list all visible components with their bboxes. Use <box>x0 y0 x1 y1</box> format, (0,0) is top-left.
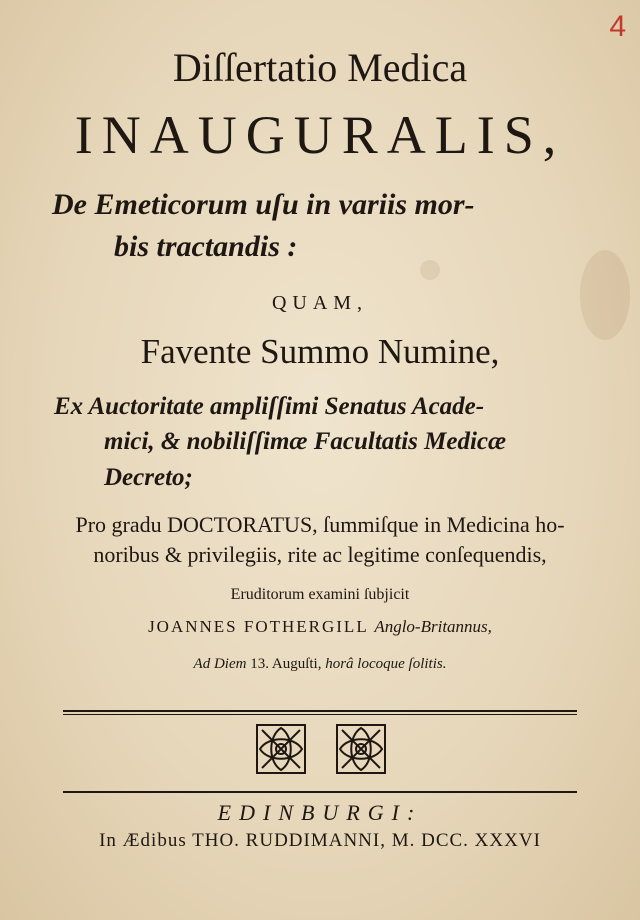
author-name: JOANNES FOTHERGILL <box>148 617 369 636</box>
favente-text: Favente Summo Numine, <box>140 332 500 371</box>
date-line <box>0 656 640 673</box>
imprint-text: In Ædibus THO. RUDDIMANNI, M. DCC. XXXVI <box>99 830 541 851</box>
divider-rule <box>63 710 577 712</box>
date-prefix: Ad Diem <box>193 656 247 672</box>
date-day: 13. <box>250 656 269 672</box>
date-month: Auguſti, <box>271 656 322 672</box>
divider-rule <box>63 791 577 793</box>
author-nationality: Anglo-Britannus, <box>374 617 492 636</box>
title-line-1: Diſſertatio Medica <box>172 45 468 90</box>
place-text: EDINBURGI: <box>217 800 423 825</box>
auctoritate-line-1: Ex Auctoritate ampliſſimi Senatus Acade- <box>54 393 485 420</box>
subject-line-2: bis tractandis : <box>114 230 298 263</box>
author-line <box>0 617 640 637</box>
printer-ornament-icon <box>334 722 388 776</box>
auctoritate-line-3: Decreto; <box>104 464 193 491</box>
examini-text: Eruditorum examini ſubjicit <box>230 586 410 603</box>
subject-line-1: De Emeticorum uſu in variis mor- <box>52 188 475 221</box>
quam-text: QUAM, <box>271 292 369 314</box>
printer-ornament-icon <box>254 722 308 776</box>
title-line-2: INAUGURALIS, <box>74 105 566 165</box>
pro-gradu-line-1: Pro gradu DOCTORATUS, ſummiſque in Medicina ho- <box>75 512 565 537</box>
pro-gradu-line-2: noribus & privilegiis, rite ac legitime conſequendis, <box>93 542 547 567</box>
divider-rule <box>63 714 577 715</box>
auctoritate-line-2: mici, & nobiliſſimæ Facultatis Medicæ <box>104 428 507 455</box>
page-number: 4 <box>609 10 626 43</box>
date-suffix: horâ locoque ſolitis. <box>325 656 447 672</box>
